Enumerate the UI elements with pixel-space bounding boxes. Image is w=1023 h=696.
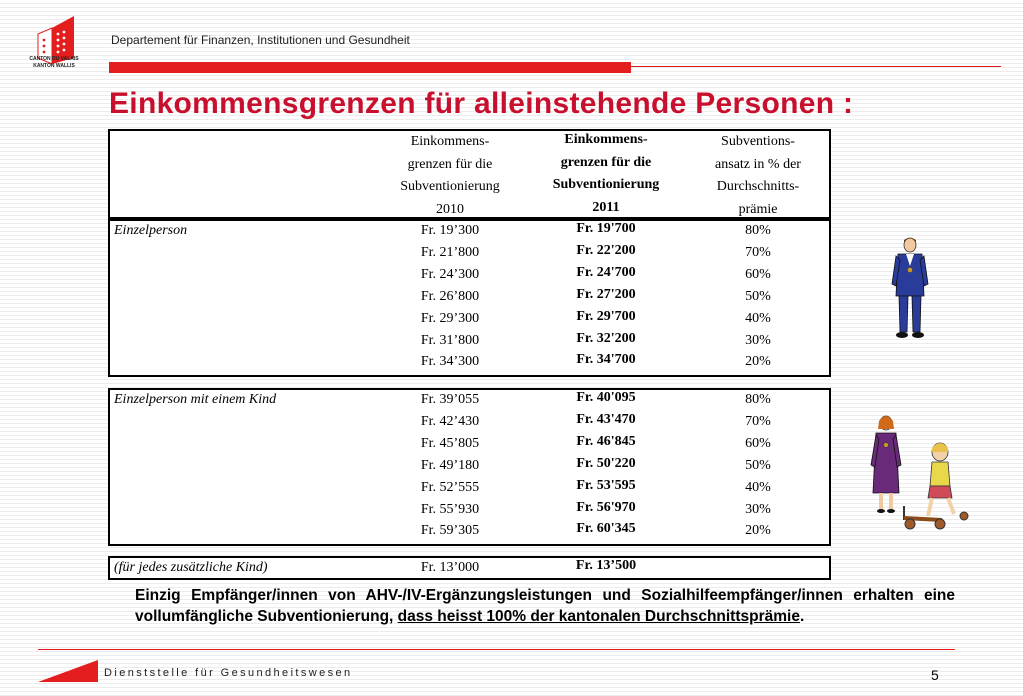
- header-text: ansatz in % der: [715, 156, 801, 172]
- table-section-zusaetzliches-kind: [108, 556, 831, 580]
- cell-2011: Fr. 56'970: [576, 500, 636, 515]
- table-row: [110, 265, 829, 287]
- table-section-einzelperson: [108, 219, 831, 377]
- table-row: [110, 434, 829, 456]
- cell-percent: 70%: [745, 414, 771, 429]
- cell-2010: Fr. 24’300: [420, 267, 480, 282]
- footer-text: Dienststelle für Gesundheitswesen: [104, 667, 353, 679]
- table-row: [110, 352, 829, 374]
- child-scooter-image: [902, 440, 972, 532]
- man-figure-image: [886, 236, 934, 340]
- cell-2010: Fr. 21’800: [420, 245, 480, 260]
- cell-2010: Fr. 49’180: [420, 458, 480, 473]
- table-row: [110, 221, 829, 243]
- header-red-line: [631, 66, 1001, 67]
- note-underlined-text: dass heisst 100% der kantonalen Durchschnittsprämie: [397, 608, 800, 625]
- header-text: Subventionierung: [400, 179, 500, 194]
- page-number: 5: [931, 667, 939, 683]
- note-paragraph: [135, 585, 955, 627]
- cell-percent: 80%: [745, 223, 771, 238]
- section-label: Einzelperson mit einem Kind: [114, 392, 277, 407]
- cell-2011: Fr. 13’500: [575, 558, 637, 573]
- header-text: 2011: [592, 199, 620, 215]
- cell-2011: Fr. 40'095: [576, 390, 636, 405]
- cell-2011: Fr. 29'700: [576, 309, 636, 324]
- table-header: [108, 129, 831, 219]
- cell-percent: 30%: [745, 333, 771, 348]
- header-text: Subventions-: [721, 134, 795, 149]
- cell-percent: 20%: [745, 523, 771, 538]
- cell-2011: Fr. 46'845: [576, 434, 636, 449]
- cell-2010: Fr. 19’300: [420, 223, 480, 238]
- cell-percent: 40%: [745, 311, 771, 326]
- cell-2010: Fr. 34’300: [420, 354, 480, 369]
- header-text: Einkommens-: [564, 132, 648, 147]
- note-text: Einzig Empfänger/innen von AHV-/IV-Ergänzungsleistungen und Sozialhilfeempfänger/innen erhalten eine vollumfängliche Subventionierung,: [135, 587, 955, 625]
- table-row: [110, 287, 829, 309]
- cell-2010: Fr. 42’430: [420, 414, 480, 429]
- table-section-einzelperson-mit-kind: [108, 388, 831, 546]
- cell-percent: 40%: [745, 480, 771, 495]
- slide-title: Einkommensgrenzen für alleinstehende Personen :: [109, 87, 854, 120]
- cell-percent: 50%: [745, 289, 771, 304]
- header-text: grenzen für die: [560, 154, 652, 170]
- logo-line-1: CANTON DU VALAIS: [29, 56, 79, 62]
- cell-2011: Fr. 22'200: [576, 243, 636, 258]
- section-label: (für jedes zusätzliche Kind): [114, 560, 268, 575]
- cell-2010: Fr. 59’305: [420, 523, 480, 538]
- cell-percent: 30%: [745, 502, 771, 517]
- cell-2010: Fr. 52’555: [420, 480, 480, 495]
- footer-red-line: [38, 649, 955, 650]
- section-label: Einzelperson: [114, 223, 188, 238]
- cell-2011: Fr. 53'595: [576, 478, 636, 493]
- cell-2011: Fr. 32'200: [576, 331, 636, 346]
- cell-2011: Fr. 60'345: [576, 521, 636, 536]
- header-text: Subventionierung: [552, 177, 660, 192]
- cell-percent: 20%: [745, 354, 771, 369]
- cell-2010: Fr. 55’930: [420, 502, 480, 517]
- table-row: [110, 500, 829, 522]
- logo-text: [14, 56, 94, 70]
- cell-2010: Fr. 39’055: [420, 392, 480, 407]
- department-name: Departement für Finanzen, Institutionen und Gesundheit: [111, 33, 410, 47]
- table-row: [110, 309, 829, 331]
- cell-2010: Fr. 13’000: [420, 560, 480, 575]
- cell-2011: Fr. 34'700: [576, 352, 636, 367]
- footer-triangle-icon: [38, 660, 98, 682]
- logo-line-2: KANTON WALLIS: [33, 63, 75, 69]
- cell-2011: Fr. 50'220: [576, 456, 636, 471]
- table-row: [110, 331, 829, 353]
- cell-percent: 70%: [745, 245, 771, 260]
- table-row: [110, 478, 829, 500]
- woman-figure-image: [866, 413, 906, 517]
- table-row: [110, 390, 829, 412]
- cell-percent: 60%: [745, 436, 771, 451]
- cell-percent: 50%: [745, 458, 771, 473]
- cell-2010: Fr. 29’300: [420, 311, 480, 326]
- header-text: grenzen für die: [407, 156, 493, 172]
- cell-2011: Fr. 27'200: [576, 287, 636, 302]
- cell-percent: 80%: [745, 392, 771, 407]
- header-col-2011: [528, 129, 684, 219]
- table-row: [110, 243, 829, 265]
- cell-percent: 60%: [745, 267, 771, 282]
- cell-2011: Fr. 24'700: [576, 265, 636, 280]
- header-text: Durchschnitts-: [716, 179, 800, 194]
- cell-2011: Fr. 43'470: [576, 412, 636, 427]
- cell-2010: Fr. 26’800: [420, 289, 480, 304]
- header-col-2010: [372, 131, 528, 221]
- cell-2010: Fr. 31’800: [420, 333, 480, 348]
- cell-2010: Fr. 45’805: [420, 436, 480, 451]
- note-end: .: [799, 608, 805, 625]
- header-col-percent: [684, 131, 832, 221]
- header-red-bar: [109, 62, 631, 73]
- header-text: Einkommens-: [410, 134, 490, 149]
- table-row: [110, 558, 829, 580]
- table-row: [110, 412, 829, 434]
- cell-2011: Fr. 19'700: [576, 221, 636, 236]
- table-row: [110, 456, 829, 478]
- header-text: 2010: [436, 201, 464, 217]
- header-text: prämie: [738, 201, 778, 217]
- table-row: [110, 521, 829, 543]
